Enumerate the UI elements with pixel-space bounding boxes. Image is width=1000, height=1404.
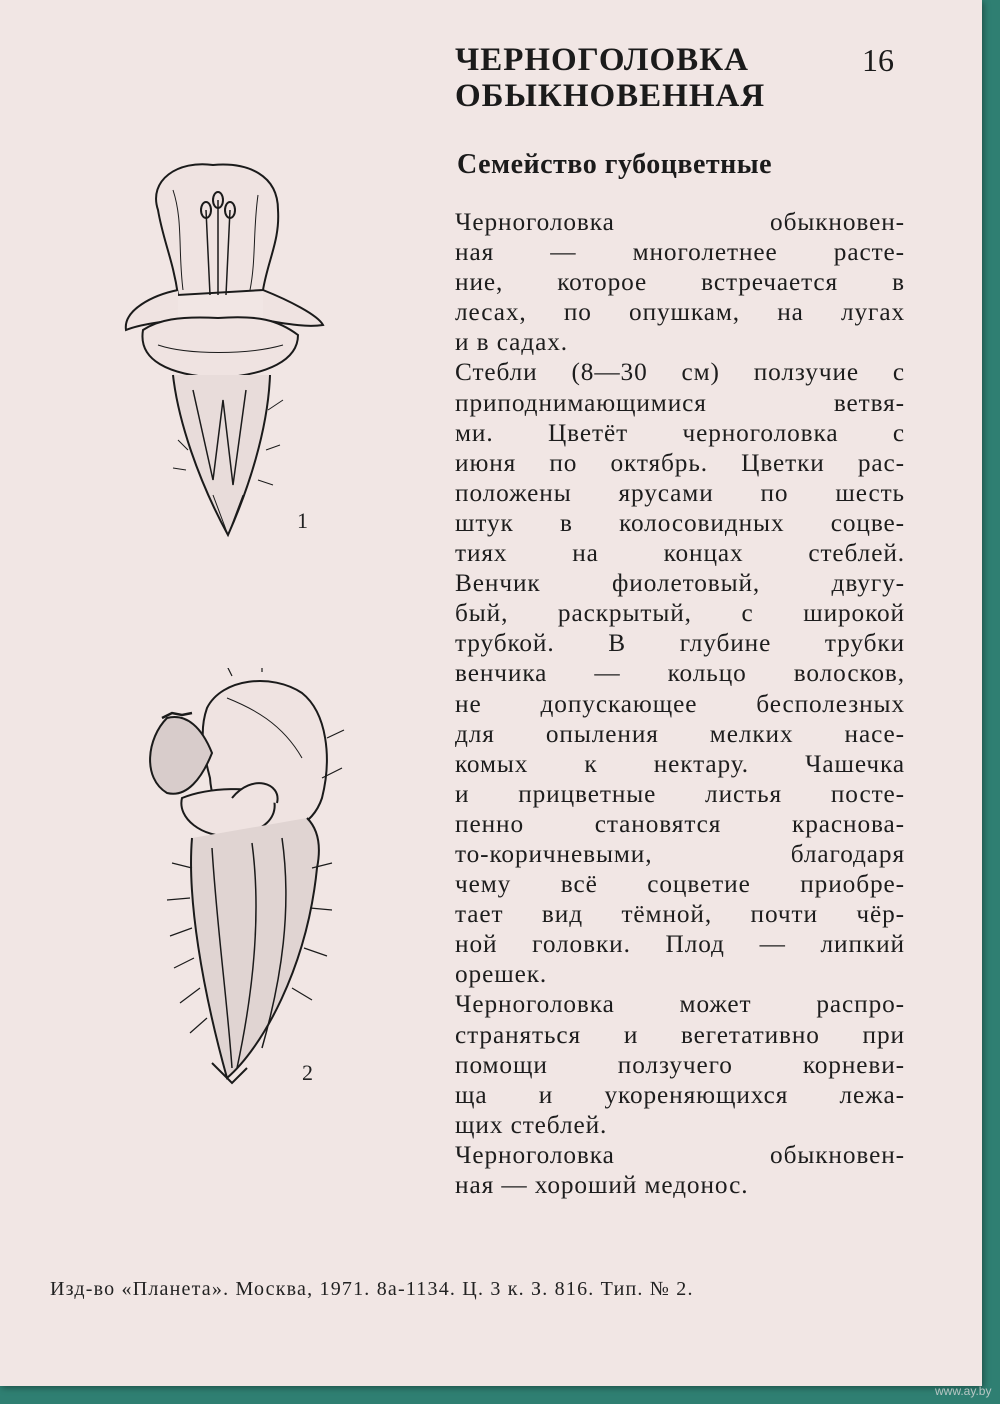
- text-line: июня по октябрь. Цветки рас-: [455, 448, 905, 477]
- plant-family: Семейство губоцветные: [457, 149, 773, 180]
- text-line: штук в колосовидных соцве-: [455, 508, 905, 537]
- text-line: не допускающее бесполезных: [455, 689, 905, 718]
- text-line: чему всё соцветие приобре-: [455, 870, 905, 899]
- text-line: комых к нектару. Чашечка: [455, 749, 905, 778]
- watermark: www.ay.by: [935, 1384, 992, 1398]
- text-line: приподнимающимися ветвя-: [455, 388, 905, 417]
- text-line: и в садах.: [455, 328, 568, 357]
- text-line: помощи ползучего корневи-: [455, 1050, 905, 1079]
- text-line: ща и укореняющихся лежа-: [455, 1080, 905, 1109]
- text-line: и прицветные листья посте-: [455, 779, 905, 808]
- text-line: Венчик фиолетовый, двугу-: [455, 569, 905, 598]
- page-number: 16: [862, 42, 894, 78]
- paragraph: [455, 357, 905, 989]
- text-line: тает вид тёмной, почти чёр-: [455, 900, 905, 929]
- text-line: трубкой. В глубине трубки: [455, 629, 905, 658]
- text-line: Черноголовка обыкновен-: [455, 208, 905, 236]
- text-line: ная — многолетнее расте-: [455, 238, 905, 267]
- figure-1-label: 1: [297, 508, 308, 533]
- paragraph: [455, 1140, 905, 1200]
- paragraph: [455, 207, 905, 357]
- text-line: то-коричневыми, благодаря: [455, 839, 905, 868]
- text-line: Черноголовка может распро-: [455, 990, 905, 1019]
- text-line: бый, раскрытый, с широкой: [455, 599, 905, 628]
- text-line: ная — хороший медонос.: [455, 1171, 749, 1199]
- text-line: щих стеблей.: [455, 1110, 608, 1139]
- text-line: для опыления мелких насе-: [455, 719, 905, 748]
- text-line: орешек.: [455, 960, 548, 989]
- figure-2-label: 2: [302, 1060, 313, 1085]
- text-line: ной головки. Плод — липкий: [455, 930, 905, 959]
- text-line: тиях на концах стеблей.: [455, 539, 905, 568]
- text-line: ние, которое встречается в: [455, 268, 905, 297]
- text-line: страняться и вегетативно при: [455, 1020, 905, 1049]
- plant-title: ЧЕРНОГОЛОВКА ОБЫКНОВЕННАЯ: [455, 42, 766, 114]
- description-text: [455, 207, 905, 1200]
- text-line: положены ярусами по шесть: [455, 478, 905, 507]
- flower-illustration-1: [118, 150, 333, 550]
- paragraph: [455, 989, 905, 1139]
- publisher-footer: Изд-во «Планета». Москва, 1971. 8а-1134. Ц. 3 к. З. 816. Тип. № 2.: [50, 1278, 694, 1300]
- text-line: Стебли (8—30 см) ползучие с: [455, 358, 905, 387]
- text-line: венчика — кольцо волосков,: [455, 659, 905, 688]
- flower-illustration-2: [132, 668, 357, 1093]
- text-line: пенно становятся краснова-: [455, 809, 905, 838]
- text-line: Черноголовка обыкновен-: [455, 1140, 905, 1169]
- text-line: ми. Цветёт черноголовка с: [455, 418, 905, 447]
- text-line: лесах, по опушкам, на лугах: [455, 298, 905, 327]
